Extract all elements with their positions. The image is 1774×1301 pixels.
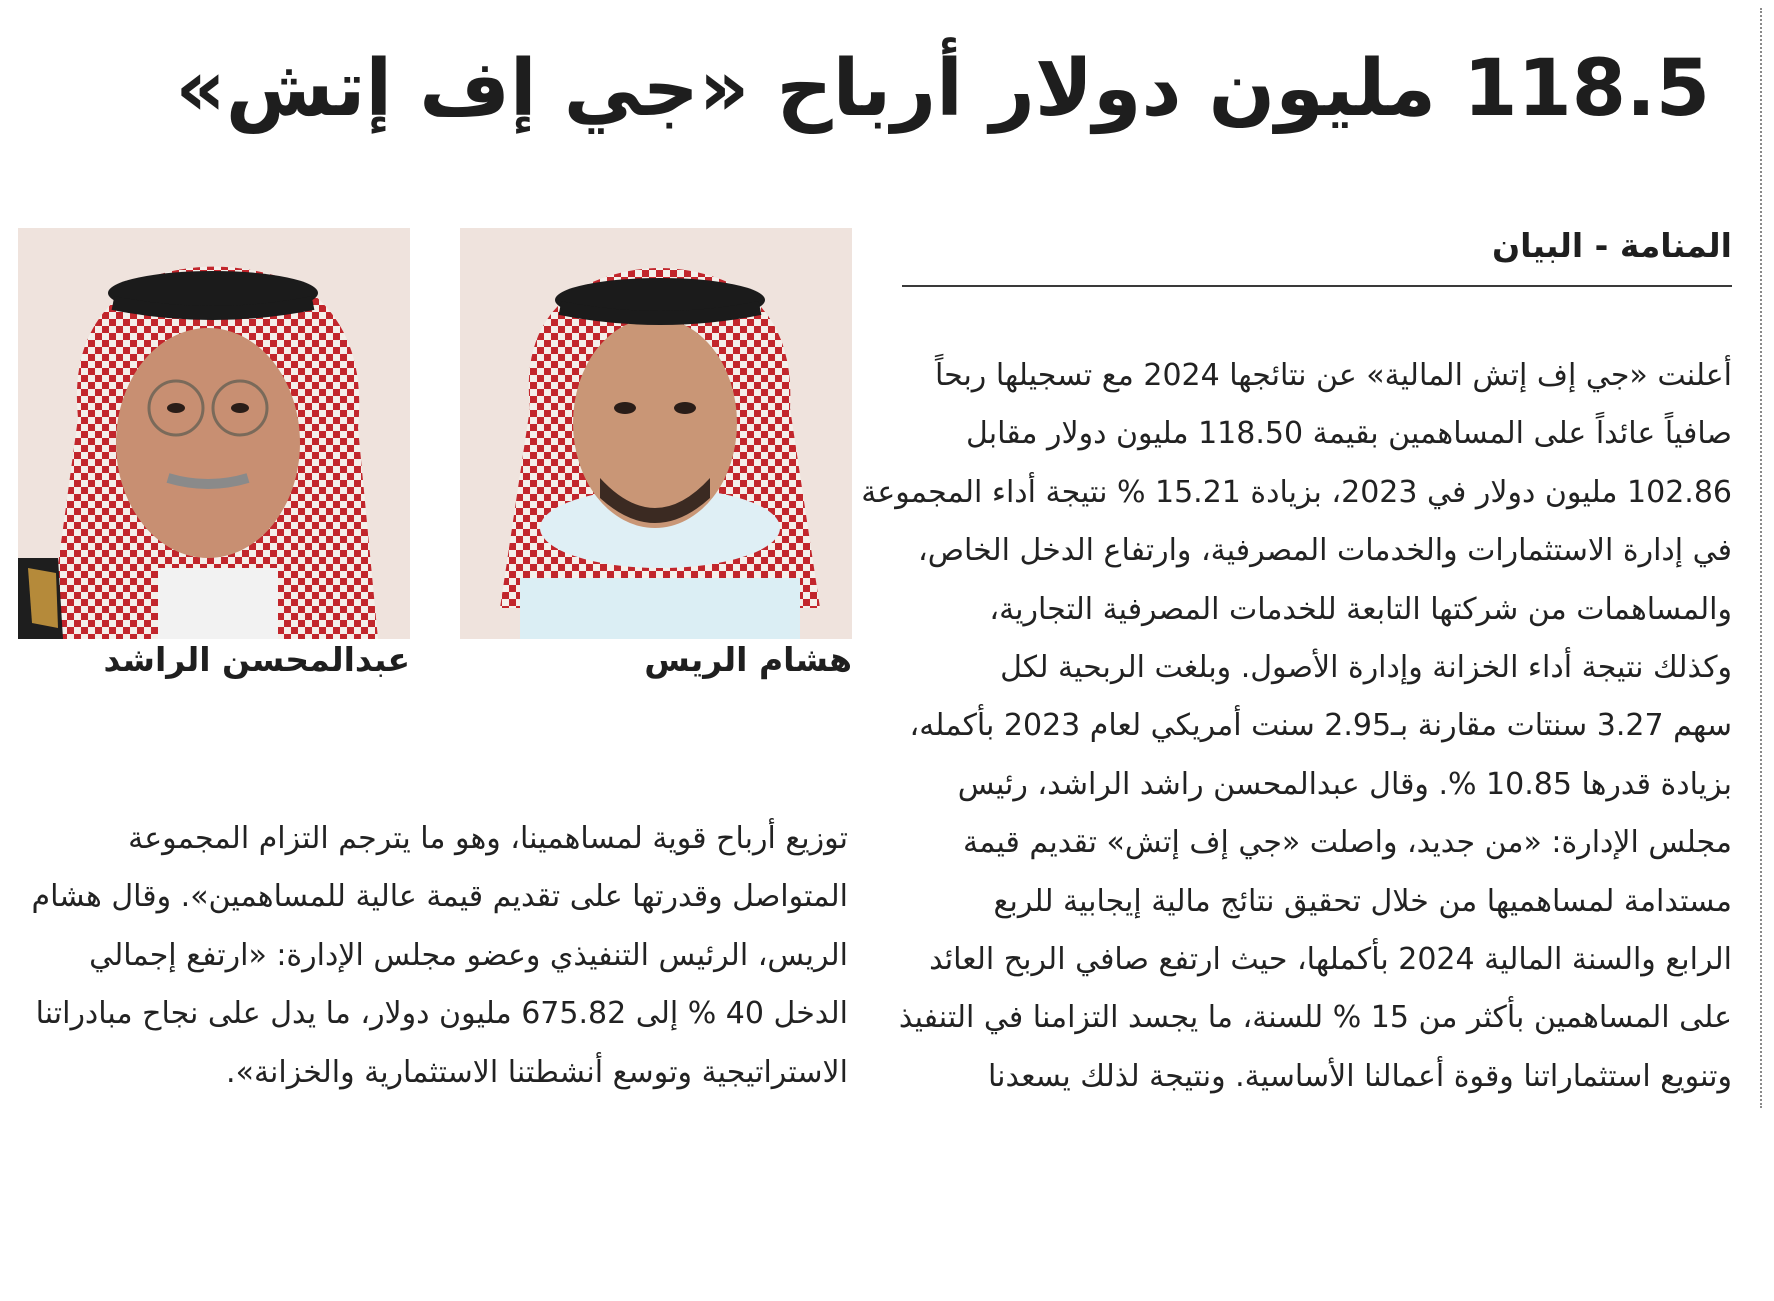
article-line: مستدامة لمساهميها من خلال تحقيق نتائج مالية إيجابية للربع (993, 883, 1732, 919)
caption-abdulmohsen-alrashed: عبدالمحسن الراشد (103, 640, 410, 679)
caption-hisham-alrayes: هشام الريس (644, 640, 852, 679)
article-line: 102.86 مليون دولار في 2023، بزيادة 15.21 % نتيجة أداء المجموعة (861, 474, 1732, 510)
article-line: على المساهمين بأكثر من 15 % للسنة، ما يجسد التزامنا في التنفيذ (898, 1000, 1732, 1036)
article-line: صافياً عائداً على المساهمين بقيمة 118.50 مليون دولار مقابل (966, 416, 1732, 452)
portrait-photo-icon (18, 228, 410, 639)
article-line: توزيع أرباح قوية لمساهمينا، وهو ما يترجم التزام المجموعة (128, 821, 848, 856)
dateline: المنامة - البيان (1491, 226, 1732, 265)
portrait-photo-icon (460, 228, 852, 639)
article-line: وكذلك نتيجة أداء الخزانة وإدارة الأصول. وبلغت الربحية لكل (1000, 649, 1732, 685)
article-line: الاستراتيجية وتوسع أنشطتنا الاستثمارية والخزانة». (226, 1054, 848, 1090)
article-line: سهم 3.27 سنتات مقارنة بـ2.95 سنت أمريكي لعام 2023 بأكمله، (909, 708, 1732, 744)
article-line: مجلس الإدارة: «من جديد، واصلت «جي إف إتش» تقديم قيمة (963, 825, 1732, 861)
photo-hisham-alrayes (460, 228, 852, 639)
article-line: أعلنت «جي إف إتش المالية» عن نتائجها 2024 مع تسجيلها ربحاً (934, 358, 1732, 393)
article-line: والمساهمات من شركتها التابعة للخدمات المصرفية التجارية، (989, 591, 1732, 627)
photo-abdulmohsen-alrashed (18, 228, 410, 639)
article-line: المتواصل وقدرتها على تقديم قيمة عالية للمساهمين». وقال هشام (31, 879, 848, 915)
column-separator-dotted (1760, 8, 1762, 1108)
article-line: الريس، الرئيس التنفيذي وعضو مجلس الإدارة: «ارتفع إجمالي (89, 937, 848, 973)
article-column-right (861, 347, 1732, 1106)
article-line: الرابع والسنة المالية 2024 بأكملها، حيث ارتفع صافي الربح العائد (929, 941, 1732, 977)
article-line: في إدارة الاستثمارات والخدمات المصرفية، وارتفاع الدخل الخاص، (918, 533, 1732, 569)
article-line: الدخل 40 % إلى 675.82 مليون دولار، ما يدل على نجاح مبادراتنا (35, 996, 848, 1032)
headline: 118.5 مليون دولار أرباح «جي إف إتش» (175, 44, 1710, 134)
article-column-left (18, 810, 848, 1102)
article-line: بزيادة قدرها 10.85 %. وقال عبدالمحسن راشد الراشد، رئيس (957, 766, 1732, 802)
article-line: وتنويع استثماراتنا وقوة أعمالنا الأساسية. ونتيجة لذلك يسعدنا (987, 1058, 1732, 1094)
dateline-divider (902, 285, 1732, 287)
